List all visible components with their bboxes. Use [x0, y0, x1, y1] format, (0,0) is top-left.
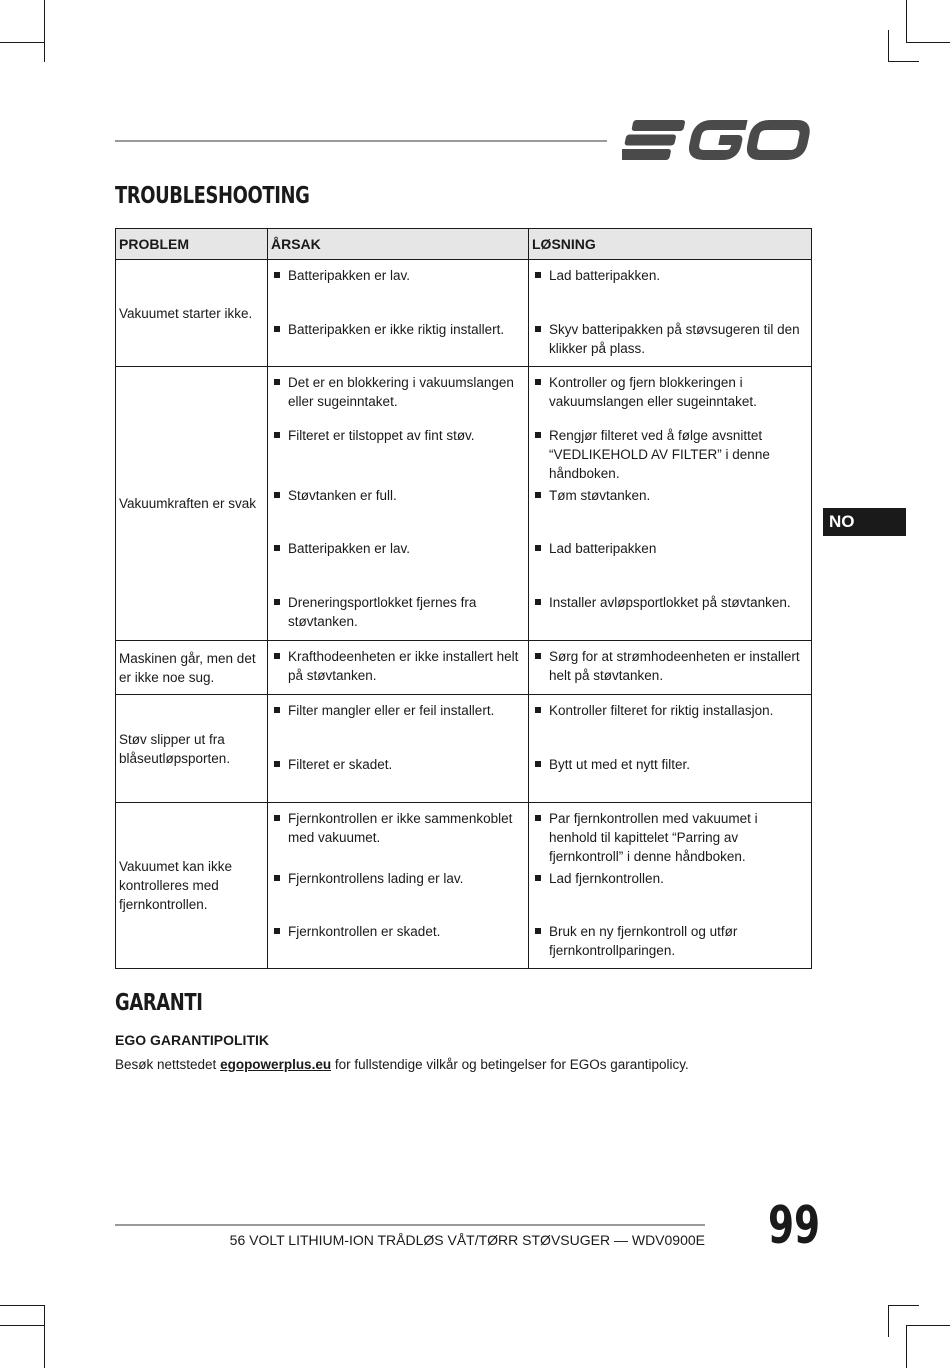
- problem-cell: Vakuumet starter ikke.: [116, 260, 268, 367]
- solution-item: Rengjør filteret ved å følge avsnittet “VEDLIKEHOLD AV FILTER” i denne håndboken.: [529, 426, 811, 483]
- crop-mark: [0, 42, 44, 43]
- cause-item: Batteripakken er ikke riktig installert.: [268, 320, 528, 339]
- solution-item: Kontroller filteret for riktig installasjon.: [529, 701, 811, 720]
- solution-item: Kontroller og fjern blokkeringen i vakuumslangen eller sugeinntaket.: [529, 373, 811, 411]
- troubleshooting-title: TROUBLESHOOTING: [115, 183, 310, 209]
- cause-item: Batteripakken er lav.: [268, 266, 528, 285]
- garanti-title: GARANTI: [115, 990, 203, 1016]
- problem-cell: Støv slipper ut fra blåseutløpsporten.: [116, 695, 268, 803]
- cause-item: Dreneringsportlokket fjernes fra støvtanken.: [268, 593, 528, 631]
- crop-mark: [906, 0, 907, 42]
- cause-item: Filter mangler eller er feil installert.: [268, 701, 528, 720]
- crop-mark: [44, 1305, 45, 1368]
- solution-item: Skyv batteripakken på støvsugeren til den klikker på plass.: [529, 320, 811, 358]
- footer-rule: [115, 1224, 705, 1226]
- garanti-text: [115, 1057, 689, 1072]
- crop-mark: [0, 1305, 44, 1306]
- cause-item: Filteret er skadet.: [268, 755, 528, 774]
- crop-mark: [44, 0, 45, 62]
- cause-item: Batteripakken er lav.: [268, 539, 528, 558]
- cause-item: Det er en blokkering i vakuumslangen eller sugeinntaket.: [268, 373, 528, 411]
- cause-item: Filteret er tilstoppet av fint støv.: [268, 426, 528, 445]
- cause-item: Krafthodeenheten er ikke installert helt på støvtanken.: [268, 647, 528, 685]
- cause-cell: [268, 695, 529, 803]
- header-rule: [115, 140, 607, 142]
- solution-cell: [529, 695, 812, 803]
- problem-cell: Vakuumet kan ikke kontrolleres med fjernkontrollen.: [116, 803, 268, 969]
- cause-item: Fjernkontrollens lading er lav.: [268, 869, 528, 888]
- cause-cell: [268, 260, 529, 367]
- language-tab: NO: [823, 508, 906, 536]
- cause-cell: [268, 803, 529, 969]
- problem-cell: Vakuumkraften er svak: [116, 367, 268, 641]
- crop-mark: [906, 42, 950, 43]
- solution-item: Installer avløpsportlokket på støvtanken.: [529, 593, 811, 612]
- solution-cell: [529, 260, 812, 367]
- solution-item: Lad batteripakken: [529, 539, 811, 558]
- cause-item: Fjernkontrollen er ikke sammenkoblet med vakuumet.: [268, 809, 528, 847]
- header-problem: PROBLEM: [116, 229, 268, 260]
- header-cause: ÅRSAK: [268, 229, 529, 260]
- solution-item: Par fjernkontrollen med vakuumet i henhold til kapittelet “Parring av fjernkontroll” i denne håndboken.: [529, 809, 811, 866]
- table-row: [116, 803, 812, 969]
- crop-mark: [906, 1325, 907, 1368]
- table-header-row: [116, 229, 812, 260]
- solution-cell: [529, 641, 812, 695]
- garanti-text-before: Besøk nettstedet: [115, 1057, 221, 1072]
- solution-item: Tøm støvtanken.: [529, 486, 811, 505]
- header-solution: LØSNING: [529, 229, 812, 260]
- ego-logo: [622, 118, 812, 162]
- table-row: [116, 367, 812, 641]
- solution-item: Lad fjernkontrollen.: [529, 869, 811, 888]
- crop-mark: [0, 1325, 44, 1326]
- page-number: 99: [768, 1196, 821, 1256]
- solution-cell: [529, 367, 812, 641]
- cause-cell: [268, 367, 529, 641]
- problem-cell: Maskinen går, men det er ikke noe sug.: [116, 641, 268, 695]
- garanti-subtitle: EGO GARANTIPOLITIK: [115, 1032, 269, 1048]
- warranty-link[interactable]: egopowerplus.eu: [220, 1057, 332, 1072]
- crop-mark: [888, 30, 889, 62]
- cause-item: Fjernkontrollen er skadet.: [268, 922, 528, 941]
- table-row: [116, 260, 812, 367]
- garanti-text-after: for fullstendige vilkår og betingelser for EGOs garantipolicy.: [331, 1057, 689, 1072]
- table-row: [116, 695, 812, 803]
- solution-item: Bruk en ny fjernkontroll og utfør fjernkontrollparingen.: [529, 922, 811, 960]
- crop-mark: [888, 1305, 919, 1306]
- solution-cell: [529, 803, 812, 969]
- crop-mark: [906, 1325, 950, 1326]
- troubleshooting-table: [115, 228, 812, 969]
- solution-item: Lad batteripakken.: [529, 266, 811, 285]
- solution-item: Bytt ut med et nytt filter.: [529, 755, 811, 774]
- cause-cell: [268, 641, 529, 695]
- crop-mark: [888, 61, 919, 62]
- solution-item: Sørg for at strømhodeenheten er installert helt på støvtanken.: [529, 647, 811, 685]
- footer-text: 56 VOLT LITHIUM-ION TRÅDLØS VÅT/TØRR STØVSUGER — WDV0900E: [229, 1232, 705, 1248]
- cause-item: Støvtanken er full.: [268, 486, 528, 505]
- table-row: [116, 641, 812, 695]
- crop-mark: [888, 1305, 889, 1337]
